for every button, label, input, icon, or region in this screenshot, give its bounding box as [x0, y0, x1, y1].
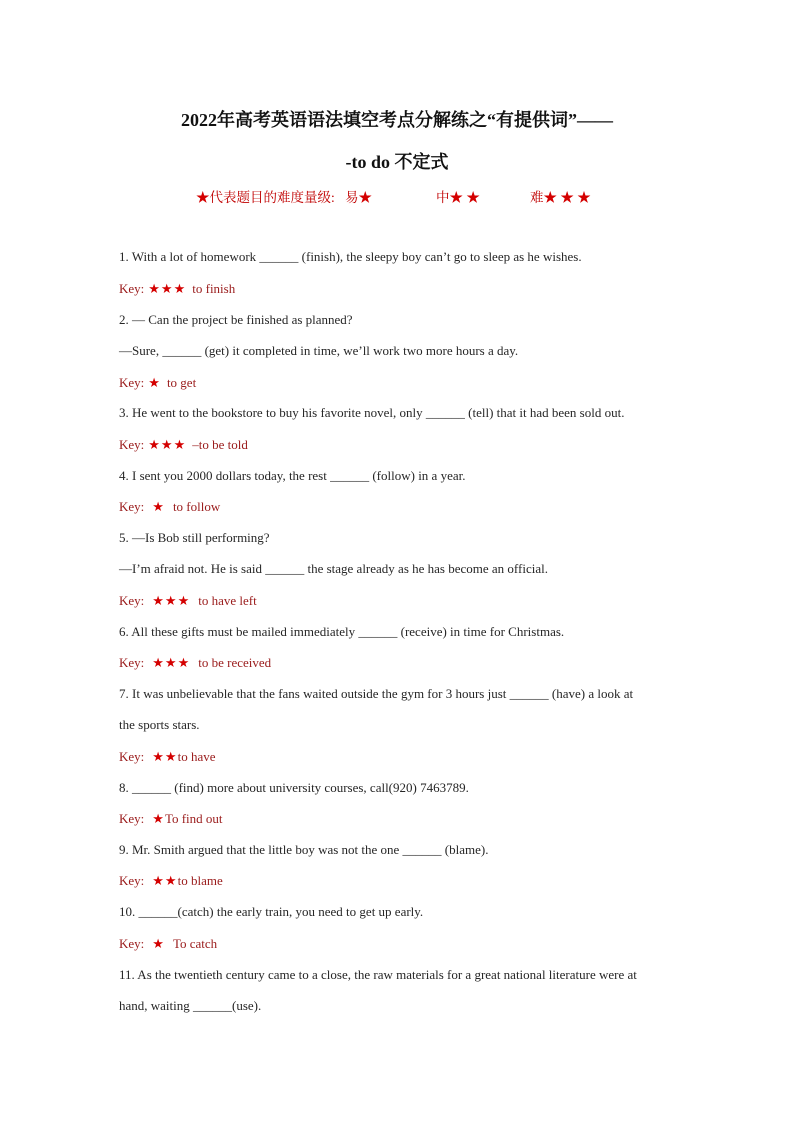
page-title: 2022年高考英语语法填空考点分解练之“有提供词”—— [181, 110, 613, 130]
legend-star-icon: ★ [196, 190, 210, 205]
legend-easy-stars: ★ [358, 190, 372, 205]
question-4-text: 4. I sent you 2000 dollars today, the rest ______ (follow) in a year. [119, 468, 466, 483]
key-label: Key: [119, 437, 145, 452]
key-label: Key: [119, 375, 145, 390]
key-label: Key: [119, 749, 145, 764]
difficulty-stars-icon: ★★★ [148, 281, 187, 296]
difficulty-stars-icon: ★★ [152, 749, 178, 764]
question-8-text: 8. ______ (find) more about university courses, call(920) 7463789. [119, 780, 469, 795]
answer-text: To find out [164, 811, 223, 826]
answer-key-9 [119, 873, 223, 889]
answer-key-4 [119, 499, 220, 515]
legend-intro-text: 代表题目的难度量级: [209, 190, 335, 205]
answer-text: to follow [172, 499, 221, 514]
key-label: Key: [119, 281, 145, 296]
key-label: Key: [119, 811, 145, 826]
question-10-text: 10. ______(catch) the early train, you need to get up early. [119, 904, 424, 919]
key-label: Key: [119, 873, 145, 888]
answer-key-2 [119, 375, 196, 391]
legend-medium-stars: ★ ★ [449, 190, 480, 205]
question-3-text: 3. He went to the bookstore to buy his favorite novel, only ______ (tell) that it had been sold out. [119, 405, 625, 420]
difficulty-stars-icon: ★★★ [152, 593, 191, 608]
key-label: Key: [119, 499, 145, 514]
question-7-text-continued: the sports stars. [119, 717, 200, 732]
answer-key-3 [119, 437, 248, 453]
legend-hard-label: 难 [530, 190, 544, 205]
difficulty-stars-icon: ★★★ [152, 655, 191, 670]
question-11-text: 11. As the twentieth century came to a close, the raw materials for a great national literature were at [119, 967, 637, 982]
legend-easy-label: 易 [345, 190, 359, 205]
answer-text: to finish [192, 281, 236, 296]
difficulty-stars-icon: ★★ [152, 873, 178, 888]
question-2-text-continued: —Sure, ______ (get) it completed in time, we’ll work two more hours a day. [119, 343, 519, 358]
question-6-text: 6. All these gifts must be mailed immediately ______ (receive) in time for Christmas. [119, 624, 565, 639]
question-5-text: 5. —Is Bob still performing? [119, 530, 270, 545]
question-5-text-continued: —I’m afraid not. He is said ______ the stage already as he has become an official. [119, 561, 548, 576]
difficulty-stars-icon: ★ [152, 499, 165, 514]
answer-text: –to be told [192, 437, 248, 452]
legend-medium-label: 中 [436, 190, 450, 205]
answer-text: to have left [198, 593, 257, 608]
difficulty-stars-icon: ★ [152, 811, 165, 826]
answer-key-5 [119, 593, 257, 609]
key-label: Key: [119, 655, 145, 670]
question-2-text: 2. — Can the project be finished as planned? [119, 312, 353, 327]
answer-key-1 [119, 281, 235, 297]
page-subtitle: -to do 不定式 [345, 152, 449, 172]
key-label: Key: [119, 936, 145, 951]
question-11-text-continued: hand, waiting ______(use). [119, 998, 262, 1013]
difficulty-stars-icon: ★ [148, 375, 161, 390]
question-9-text: 9. Mr. Smith argued that the little boy was not the one ______ (blame). [119, 842, 489, 857]
answer-key-10 [119, 936, 217, 952]
answer-key-6 [119, 655, 271, 671]
question-7-text: 7. It was unbelievable that the fans waited outside the gym for 3 hours just ______ (have) a look at [119, 686, 634, 701]
answer-text: to blame [177, 873, 223, 888]
answer-text: To catch [172, 936, 218, 951]
legend-hard-stars: ★ ★ ★ [543, 190, 591, 205]
answer-key-8 [119, 811, 223, 827]
answer-key-7 [119, 749, 216, 765]
answer-text: to get [166, 375, 197, 390]
key-label: Key: [119, 593, 145, 608]
question-1-text: 1. With a lot of homework ______ (finish), the sleepy boy can’t go to sleep as he wishes. [119, 249, 582, 264]
answer-text: to have [177, 749, 216, 764]
difficulty-stars-icon: ★ [152, 936, 165, 951]
difficulty-stars-icon: ★★★ [148, 437, 187, 452]
answer-text: to be received [198, 655, 272, 670]
